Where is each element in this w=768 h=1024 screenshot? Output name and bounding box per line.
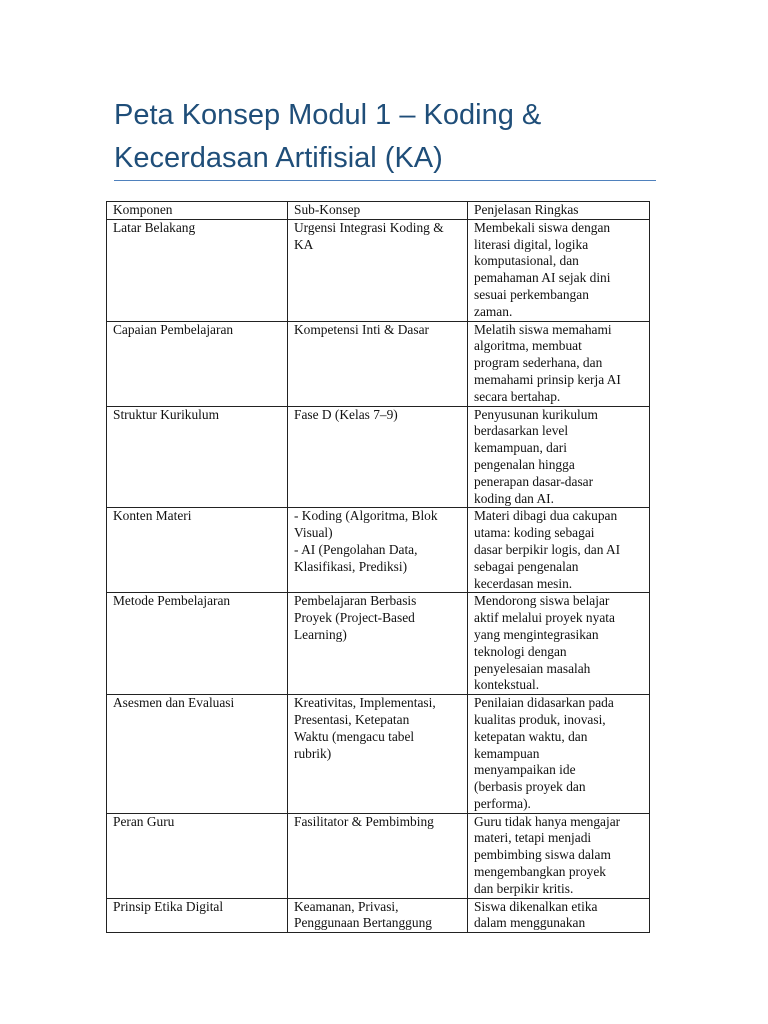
cell-penjelasan-line: Penilaian didasarkan pada: [474, 695, 614, 711]
cell-sub-konsep: [288, 813, 468, 898]
cell-penjelasan-line: Mendorong siswa belajar: [474, 593, 610, 609]
cell-penjelasan: [468, 406, 650, 508]
concept-map-table: [106, 201, 650, 933]
cell-penjelasan-line: menyampaikan ide: [474, 762, 576, 778]
cell-komponen: Struktur Kurikulum: [107, 406, 288, 508]
table-row: [107, 508, 650, 593]
cell-penjelasan-line: pembimbing siswa dalam: [474, 847, 611, 863]
cell-penjelasan: [468, 695, 650, 814]
cell-sub-konsep-line: Proyek (Project-Based: [294, 610, 415, 626]
table-row: [107, 593, 650, 695]
cell-komponen: Asesmen dan Evaluasi: [107, 695, 288, 814]
table-header-row: [107, 202, 650, 220]
cell-penjelasan-line: performa).: [474, 795, 531, 811]
cell-sub-konsep: [288, 219, 468, 321]
cell-penjelasan-line: memahami prinsip kerja AI: [474, 371, 621, 387]
cell-penjelasan-line: utama: koding sebagai: [474, 525, 595, 541]
cell-penjelasan-line: zaman.: [474, 303, 513, 319]
cell-sub-konsep: [288, 508, 468, 593]
cell-sub-konsep-line: Visual): [294, 525, 333, 541]
cell-penjelasan-line: kemampuan, dari: [474, 440, 567, 456]
cell-sub-konsep-line: Klasifikasi, Prediksi): [294, 558, 408, 574]
cell-penjelasan-line: penerapan dasar-dasar: [474, 473, 594, 489]
table-row: [107, 219, 650, 321]
cell-komponen: Metode Pembelajaran: [107, 593, 288, 695]
cell-komponen: Peran Guru: [107, 813, 288, 898]
table-row: [107, 695, 650, 814]
cell-komponen: Konten Materi: [107, 508, 288, 593]
cell-penjelasan-line: Guru tidak hanya mengajar: [474, 813, 621, 829]
cell-sub-konsep: [288, 406, 468, 508]
cell-penjelasan-line: Membekali siswa dengan: [474, 219, 611, 235]
cell-sub-konsep-line: Pembelajaran Berbasis: [294, 593, 417, 609]
cell-penjelasan-line: dalam menggunakan: [474, 915, 586, 931]
cell-sub-konsep-line: - Koding (Algoritma, Blok: [294, 508, 438, 524]
cell-penjelasan-line: komputasional, dan: [474, 253, 579, 269]
table-row: [107, 406, 650, 508]
cell-sub-konsep-line: - AI (Pengolahan Data,: [294, 541, 418, 557]
cell-sub-konsep-line: Waktu (mengacu tabel: [294, 728, 415, 744]
table-row: [107, 321, 650, 406]
cell-penjelasan-line: sebagai pengenalan: [474, 558, 579, 574]
cell-sub-konsep: [288, 695, 468, 814]
cell-penjelasan-line: Melatih siswa memahami: [474, 321, 612, 337]
cell-penjelasan-line: Siswa dikenalkan etika: [474, 898, 598, 914]
cell-penjelasan-line: pemahaman AI sejak dini: [474, 270, 611, 286]
cell-sub-konsep-line: rubrik): [294, 745, 332, 761]
cell-penjelasan-line: sesuai perkembangan: [474, 286, 589, 302]
cell-penjelasan: [468, 508, 650, 593]
cell-sub-konsep-line: Urgensi Integrasi Koding &: [294, 219, 444, 235]
cell-penjelasan-line: ketepatan waktu, dan: [474, 728, 588, 744]
cell-sub-konsep-line: Keamanan, Privasi,: [294, 898, 399, 914]
cell-penjelasan-line: kualitas produk, inovasi,: [474, 711, 606, 727]
header-penjelasan: Penjelasan Ringkas: [468, 202, 650, 220]
cell-penjelasan-line: dasar berpikir logis, dan AI: [474, 541, 621, 557]
cell-penjelasan-line: pengenalan hingga: [474, 456, 575, 472]
cell-penjelasan: [468, 593, 650, 695]
title-line-1: Peta Konsep Modul 1 – Koding &: [114, 99, 542, 131]
cell-sub-konsep-line: Kreativitas, Implementasi,: [294, 695, 436, 711]
cell-penjelasan-line: secara bertahap.: [474, 388, 561, 404]
table-body: [107, 219, 650, 932]
cell-sub-konsep-line: Learning): [294, 626, 347, 642]
cell-sub-konsep-line: Fase D (Kelas 7–9): [294, 406, 398, 422]
cell-penjelasan-line: kemampuan: [474, 745, 540, 761]
cell-sub-konsep-line: Kompetensi Inti & Dasar: [294, 321, 429, 337]
header-sub-konsep: Sub-Konsep: [288, 202, 468, 220]
title-divider: [114, 180, 656, 181]
cell-penjelasan-line: literasi digital, logika: [474, 236, 589, 252]
cell-penjelasan-line: mengembangkan proyek: [474, 864, 607, 880]
cell-penjelasan: [468, 898, 650, 933]
cell-komponen: Latar Belakang: [107, 219, 288, 321]
cell-sub-konsep: [288, 321, 468, 406]
cell-penjelasan: [468, 321, 650, 406]
cell-komponen: Capaian Pembelajaran: [107, 321, 288, 406]
cell-sub-konsep-line: Presentasi, Ketepatan: [294, 711, 410, 727]
cell-penjelasan-line: kecerdasan mesin.: [474, 575, 573, 591]
header-komponen: Komponen: [107, 202, 288, 220]
table-row: [107, 898, 650, 933]
cell-sub-konsep: [288, 593, 468, 695]
cell-penjelasan-line: Materi dibagi dua cakupan: [474, 508, 618, 524]
cell-penjelasan-line: program sederhana, dan: [474, 355, 603, 371]
cell-sub-konsep-line: Penggunaan Bertanggung: [294, 915, 432, 931]
cell-sub-konsep: [288, 898, 468, 933]
title-line-2: Kecerdasan Artifisial (KA): [114, 142, 443, 174]
cell-penjelasan: [468, 219, 650, 321]
cell-sub-konsep-line: Fasilitator & Pembimbing: [294, 813, 434, 829]
cell-sub-konsep-line: KA: [294, 236, 314, 252]
cell-penjelasan-line: Penyusunan kurikulum: [474, 406, 598, 422]
cell-penjelasan-line: teknologi dengan: [474, 643, 567, 659]
table-row: [107, 813, 650, 898]
cell-komponen: Prinsip Etika Digital: [107, 898, 288, 933]
cell-penjelasan-line: materi, tetapi menjadi: [474, 830, 592, 846]
cell-penjelasan-line: penyelesaian masalah: [474, 660, 591, 676]
cell-penjelasan-line: yang mengintegrasikan: [474, 626, 599, 642]
cell-penjelasan: [468, 813, 650, 898]
cell-penjelasan-line: (berbasis proyek dan: [474, 779, 586, 795]
cell-penjelasan-line: berdasarkan level: [474, 423, 569, 439]
cell-penjelasan-line: algoritma, membuat: [474, 338, 582, 354]
page-title: [114, 94, 674, 180]
cell-penjelasan-line: dan berpikir kritis.: [474, 880, 574, 896]
cell-penjelasan-line: kontekstual.: [474, 677, 540, 693]
cell-penjelasan-line: aktif melalui proyek nyata: [474, 610, 615, 626]
cell-penjelasan-line: koding dan AI.: [474, 490, 554, 506]
